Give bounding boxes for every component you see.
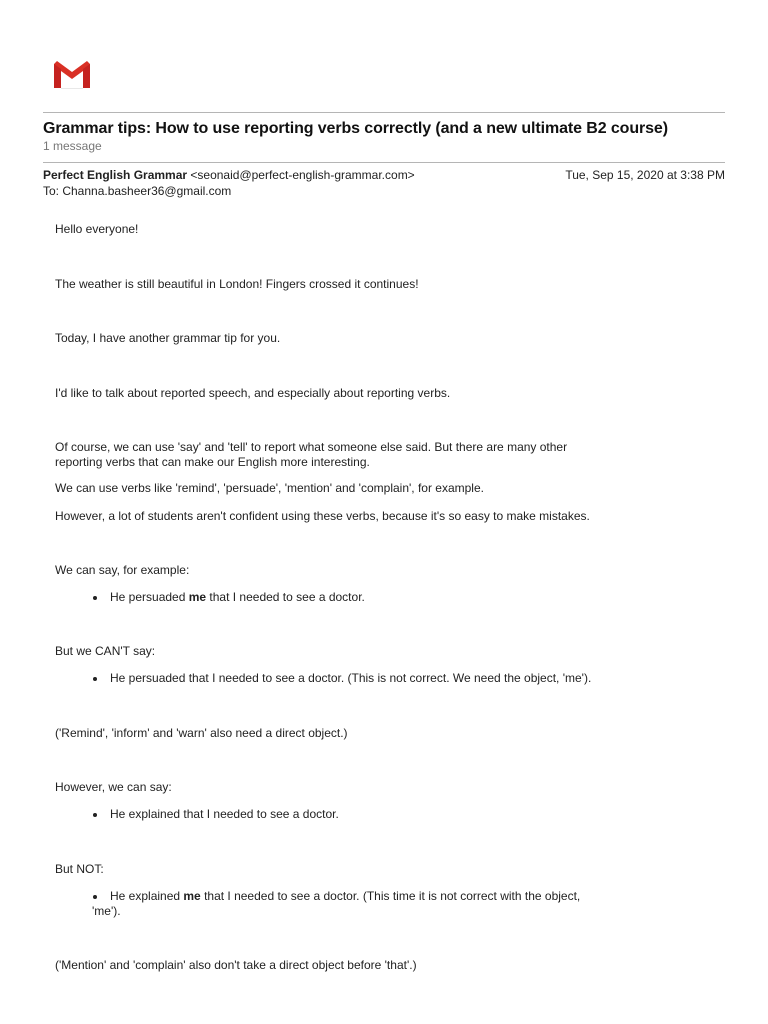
sender-name: Perfect English Grammar (43, 168, 188, 182)
body-paragraph: Of course, we can use 'say' and 'tell' to report what someone else said. But there are many other reporting verbs that can make our English more interesting. (55, 440, 568, 469)
list-item: He explained me that I needed to see a doctor. (This time it is not correct with the object, 'me'). (92, 889, 581, 918)
bullet-icon (93, 677, 97, 681)
sender-line (43, 168, 415, 182)
list-item: He persuaded me that I needed to see a doctor. (110, 590, 365, 604)
body-paragraph: We can say, for example: (55, 563, 190, 577)
list-item: He explained that I needed to see a doctor. (110, 807, 339, 821)
body-paragraph: The weather is still beautiful in London! Fingers crossed it continues! (55, 277, 419, 291)
body-paragraph: But we CAN'T say: (55, 644, 156, 658)
email-date: Tue, Sep 15, 2020 at 3:38 PM (565, 168, 725, 182)
email-subject: Grammar tips: How to use reporting verbs correctly (and a new ultimate B2 course) (43, 120, 668, 137)
bullet-icon (93, 596, 97, 600)
recipient-line: To: Channa.basheer36@gmail.com (43, 184, 232, 198)
body-paragraph: Hello everyone! (55, 222, 139, 236)
gmail-icon (52, 58, 92, 90)
body-paragraph: However, we can say: (55, 780, 172, 794)
body-paragraph: I'd like to talk about reported speech, and especially about reporting verbs. (55, 386, 451, 400)
message-count: 1 message (43, 139, 102, 153)
list-item: He persuaded that I needed to see a doctor. (This is not correct. We need the object, 'me'). (110, 671, 592, 685)
subject-divider (43, 162, 725, 163)
body-paragraph: ('Remind', 'inform' and 'warn' also need a direct object.) (55, 726, 348, 740)
body-paragraph: But NOT: (55, 862, 104, 876)
body-paragraph: Today, I have another grammar tip for you. (55, 331, 281, 345)
header-divider (43, 112, 725, 113)
body-paragraph: We can use verbs like 'remind', 'persuade', 'mention' and 'complain', for example. (55, 481, 484, 495)
body-paragraph: However, a lot of students aren't confident using these verbs, because it's so easy to make mistakes. (55, 509, 590, 523)
sender-email[interactable]: <seonaid@perfect-english-grammar.com> (190, 168, 415, 182)
body-paragraph: ('Mention' and 'complain' also don't take a direct object before 'that'.) (55, 958, 417, 972)
bullet-icon (93, 813, 97, 817)
